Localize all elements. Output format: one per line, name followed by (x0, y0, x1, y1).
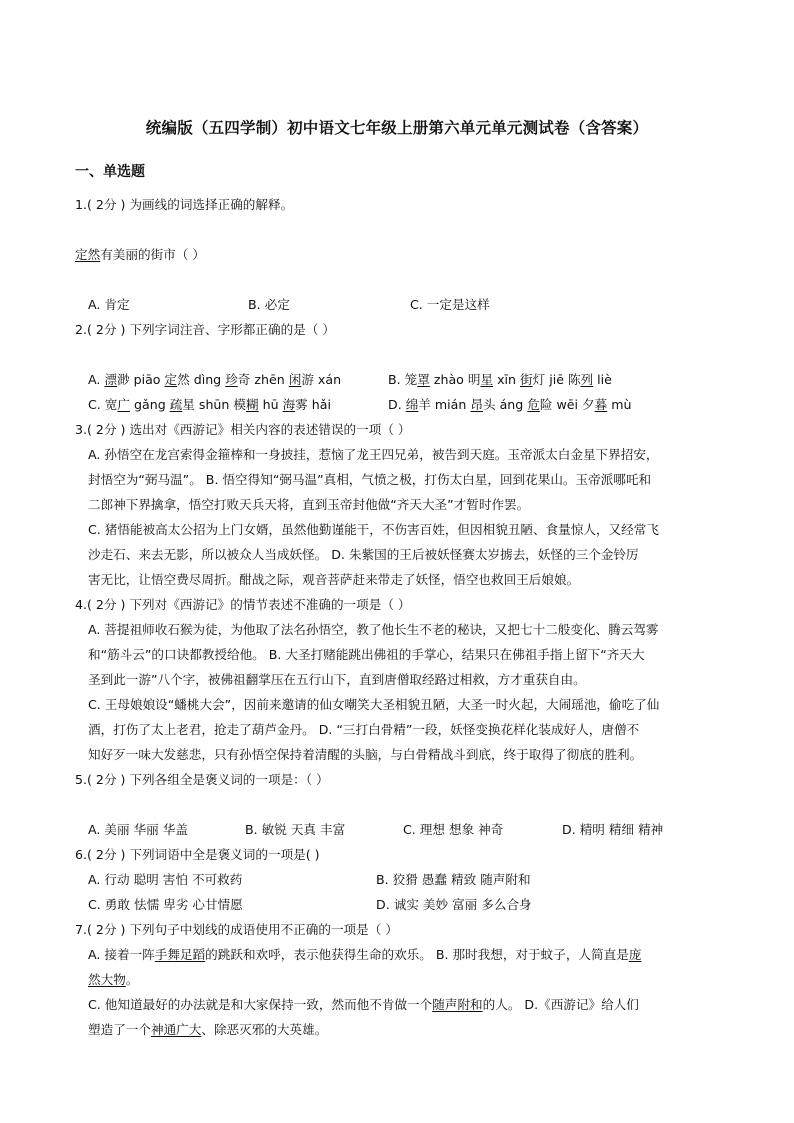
q4-line: A. 菩提祖师收石猴为徒，为他取了法名孙悟空，教了他长生不老的秘诀，又把七十二般变化、腾云驾雾 (88, 622, 659, 637)
underlined-idiom: 神通广大 (150, 1022, 202, 1037)
q1-sentence: 定然有美丽的街市（ ） (75, 247, 205, 262)
underlined-idiom: 随声附和 (432, 997, 483, 1012)
q2-option-a: A. 漂渺 piāo 定然 dìng 珍奇 zhēn 闲游 xán (88, 372, 342, 387)
q2-option-d: D. 绵羊 mián 昂头 áng 危险 wēi 夕暮 mù (388, 397, 632, 412)
q4-line: 知好歹一味大发慈悲，只有孙悟空保持着清醒的头脑，与白骨精战斗到底，终于取得了彻底的胜利。 (88, 747, 643, 762)
q4-line: 和“筋斗云”的口诀都教授给他。 B. 大圣打赌能跳出佛祖的手掌心，结果只在佛祖手指上留下“齐天大 (88, 647, 645, 662)
q1-option-a: A. 肯定 (88, 297, 130, 312)
q6-option-d: D. 诚实 美妙 富丽 多么合身 (376, 897, 532, 912)
q5-option-c: C. 理想 想象 神奇 (403, 822, 504, 837)
q6-option-c: C. 勇敢 怯懦 卑劣 心甘情愿 (88, 897, 243, 912)
q4-line: 圣到此一游”八个字，被佛祖翻掌压在五行山下，直到唐僧取经路过相救，方才重获自由。 (88, 672, 586, 687)
section-heading: 一、单选题 (75, 164, 145, 180)
q2-stem: 2.( 2分 ) 下列字词注音、字形都正确的是（ ） (75, 322, 335, 337)
underlined-idiom: 然大物 (88, 972, 126, 987)
q7-line: C. 他知道最好的办法就是和大家保持一致，然而他不肯做一个随声附和的人。 D.《西游记》给人们 (88, 997, 639, 1012)
q3-line: 二郎神下界擒拿，悟空打败天兵天将，直到玉帝封他做“齐天大圣”才暂时作罢。 (88, 497, 530, 512)
q7-line: 然大物。 (88, 972, 139, 987)
underlined-word: 定然 (75, 247, 101, 262)
q3-line: C. 猪悟能被高太公招为上门女婿，虽然他勤谨能干，不伤害百姓，但因相貌丑陋、食量惊人，又经常飞 (88, 522, 659, 537)
q5-stem: 5.( 2分 ) 下列各组全是褒义词的一项是：（ ） (75, 772, 329, 787)
page-title: 统编版（五四学制）初中语文七年级上册第六单元单元测试卷（含答案） (145, 119, 649, 137)
q7-stem: 7.( 2分 ) 下列句子中划线的成语使用不正确的一项是（ ） (75, 922, 398, 937)
q4-line: 酒，打伤了太上老君，抢走了葫芦金丹。 D. “三打白骨精”一段，妖怪变换花样化装成好人，唐僧不 (88, 722, 640, 737)
q5-option-a: A. 美丽 华丽 华盖 (88, 822, 188, 837)
q1-stem: 1.( 2分 ) 为画线的词选择正确的解释。 (75, 197, 294, 212)
q2-option-b: B. 笼罩 zhào 明星 xīn 街灯 jiē 陈列 liè (388, 372, 612, 387)
q3-stem: 3.( 2分 ) 选出对《西游记》相关内容的表述错误的一项（ ） (75, 422, 411, 437)
q5-option-b: B. 敏锐 天真 丰富 (245, 822, 346, 837)
q2-option-c: C. 宽广 gǎng 疏星 shūn 模糊 hū 海雾 hǎi (88, 397, 331, 412)
q7-line: 塑造了一个神通广大、除恶灭邪的大英雄。 (88, 1022, 328, 1037)
underlined-idiom: 手舞足蹈 (154, 947, 206, 962)
underlined-idiom: 庞 (628, 947, 642, 962)
q6-option-b: B. 狡猾 愚蠢 精致 随声附和 (376, 872, 531, 887)
q4-line: C. 王母娘娘设“蟠桃大会”，因前来邀请的仙女嘲笑大圣相貌丑陋，大圣一时火起，大闹瑶池，偷吃了仙 (88, 697, 660, 712)
q4-stem: 4.( 2分 ) 下列对《西游记》的情节表述不准确的一项是（ ） (75, 597, 411, 612)
q1-option-c: C. 一定是这样 (410, 297, 490, 312)
q3-line: A. 孙悟空在龙宫索得金箍棒和一身披挂，惹恼了龙王四兄弟，被告到天庭。玉帝派太白金星下界招安， (88, 447, 659, 462)
q3-line: 害无比，让悟空费尽周折。酣战之际，观音菩萨赶来带走了妖怪，悟空也救回王后娘娘。 (88, 572, 580, 587)
q3-line: 沙走石、来去无影，所以被众人当成妖怪。 D. 朱紫国的王后被妖怪赛太岁掳去，妖怪的三个金铃厉 (88, 547, 639, 562)
q5-option-d: D. 精明 精细 精神 (562, 822, 664, 837)
q1-option-b: B. 必定 (248, 297, 290, 312)
q3-line: 封悟空为“弼马温”。 B. 悟空得知“弼马温”真相，气愤之极，打伤太白星，回到花果山。玉帝派哪吒和 (88, 472, 652, 487)
q7-line: A. 接着一阵手舞足蹈的跳跃和欢呼，表示他获得生命的欢乐。 B. 那时我想，对于蚊子，人简直是庞 (88, 947, 642, 962)
q6-stem: 6.( 2分 ) 下列词语中全是褒义词的一项是( ) (75, 847, 320, 862)
q6-option-a: A. 行动 聪明 害怕 不可救药 (88, 872, 243, 887)
